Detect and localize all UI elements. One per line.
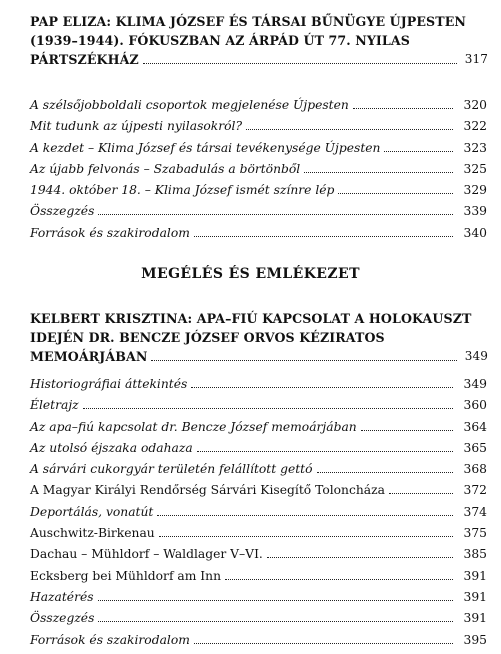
toc-entry-title: Ecksberg bei Mühldorf am Inn [30,568,221,583]
toc-entry-title: A Magyar Királyi Rendőrség Sárvári Kisegítő Toloncháza [30,483,385,498]
toc-entry-page: 340 [463,225,487,240]
toc-entry[interactable] [30,162,487,183]
toc-entry-title: Források és szakirodalom [30,225,190,240]
chapter-title-line: KELBERT KRISZTINA: APA–FIÚ KAPCSOLAT A HOLOKAUSZT [30,311,472,326]
chapter-title-pap-eliza [30,12,488,69]
toc-entry-title: Deportálás, vonatút [30,504,154,519]
toc-entry-page: 365 [463,440,487,455]
toc-entry[interactable] [30,98,487,119]
toc-entry-title: A sárvári cukorgyár területén felállított gettó [30,462,313,477]
toc-entry[interactable] [30,141,487,162]
chapter-title-last-line [30,347,488,366]
toc-entry-title: Auschwitz-Birkenau [30,526,155,541]
toc-list-block2 [30,377,487,654]
chapter-title-line: MEMOÁRJÁBAN [30,349,148,364]
toc-entry[interactable] [30,119,487,140]
toc-entry-page: 349 [463,377,487,391]
toc-entry-page: 364 [463,419,487,434]
toc-entry-title: Az apa–fiú kapcsolat dr. Bencze József memoárjában [30,419,357,434]
toc-entry-title: Források és szakirodalom [30,632,190,647]
toc-entry-page: 391 [463,568,487,583]
toc-entry-page: 395 [463,632,487,647]
chapter-title-last-line [30,50,488,69]
toc-entry-page: 323 [463,140,487,155]
toc-entry-page: 385 [463,547,487,562]
toc-list-block1 [30,98,487,247]
dot-leader [98,600,453,601]
toc-entry-title: 1944. október 18. – Klima József ismét színre lép [30,183,335,198]
dot-leader [157,515,453,516]
toc-entry-title: Dachau – Mühldorf – Waldlager V–VI. [30,547,263,562]
toc-entry-page: 391 [463,589,487,604]
toc-entry[interactable] [30,398,487,419]
dot-leader [384,151,453,152]
toc-entry[interactable] [30,590,487,611]
dot-leader [267,557,453,558]
chapter-title-line: IDEJÉN DR. BENCZE JÓZSEF ORVOS KÉZIRATOS [30,330,385,345]
toc-entry[interactable] [30,441,487,462]
toc-entry-page: 322 [463,119,487,134]
toc-entry-title: Az újabb felvonás – Szabadulás a börtönből [30,161,301,176]
toc-entry-title: A kezdet – Klima József és társai tevékenysége Újpesten [30,140,381,155]
toc-entry-page: 374 [463,504,487,519]
toc-entry[interactable] [30,204,487,225]
chapter-title-line: PÁRTSZÉKHÁZ [30,52,139,67]
dot-leader [338,193,453,194]
chapter-title-line: (1939–1944). FÓKUSZBAN AZ ÁRPÁD ÚT 77. NYILAS [30,33,410,48]
dot-leader [159,536,453,537]
dot-leader [317,472,453,473]
toc-entry[interactable] [30,505,487,526]
toc-entry[interactable] [30,377,487,398]
dot-leader [143,63,457,64]
toc-entry-title: Az utolsó éjszaka odahaza [30,440,193,455]
toc-entry-title: A szélsőjobboldali csoportok megjelenése Újpesten [30,98,349,112]
toc-entry[interactable] [30,462,487,483]
chapter-page-number: 349 [464,349,488,363]
toc-entry-page: 339 [463,204,487,219]
dot-leader [197,451,453,452]
toc-entry-title: Hazatérés [30,589,94,604]
toc-entry-page: 320 [463,98,487,112]
dot-leader [83,408,453,409]
dot-leader [389,493,453,494]
section-heading: MEGÉLÉS ÉS EMLÉKEZET [141,266,360,282]
dot-leader [191,387,453,388]
dot-leader [361,430,453,431]
chapter-title-line: PAP ELIZA: KLIMA JÓZSEF ÉS TÁRSAI BŰNÜGYE ÚJPESTEN [30,14,467,29]
dot-leader [151,360,457,361]
dot-leader [98,621,453,622]
toc-entry-page: 329 [463,183,487,198]
toc-entry-page: 368 [463,462,487,477]
dot-leader [194,236,453,237]
toc-entry[interactable] [30,420,487,441]
toc-entry[interactable] [30,611,487,632]
chapter-page-number: 317 [464,52,488,66]
toc-entry-title: Összegzés [30,204,95,219]
toc-entry[interactable] [30,526,487,547]
toc-entry[interactable] [30,226,487,247]
toc-entry-page: 391 [463,611,487,626]
dot-leader [304,172,453,173]
chapter-title-kelbert-krisztina [30,309,488,366]
dot-leader [225,579,453,580]
toc-entry-page: 375 [463,526,487,541]
toc-entry[interactable] [30,569,487,590]
toc-entry[interactable] [30,633,487,654]
toc-entry[interactable] [30,183,487,204]
toc-entry[interactable] [30,483,487,504]
dot-leader [246,129,453,130]
toc-entry[interactable] [30,547,487,568]
dot-leader [98,214,453,215]
toc-entry-page: 325 [463,161,487,176]
toc-entry-title: Életrajz [30,398,79,413]
toc-entry-title: Mit tudunk az újpesti nyilasokról? [30,119,243,134]
toc-entry-title: Historiográfiai áttekintés [30,377,188,391]
toc-entry-page: 360 [463,398,487,413]
toc-entry-title: Összegzés [30,611,95,626]
dot-leader [353,108,453,109]
toc-entry-page: 372 [463,483,487,498]
